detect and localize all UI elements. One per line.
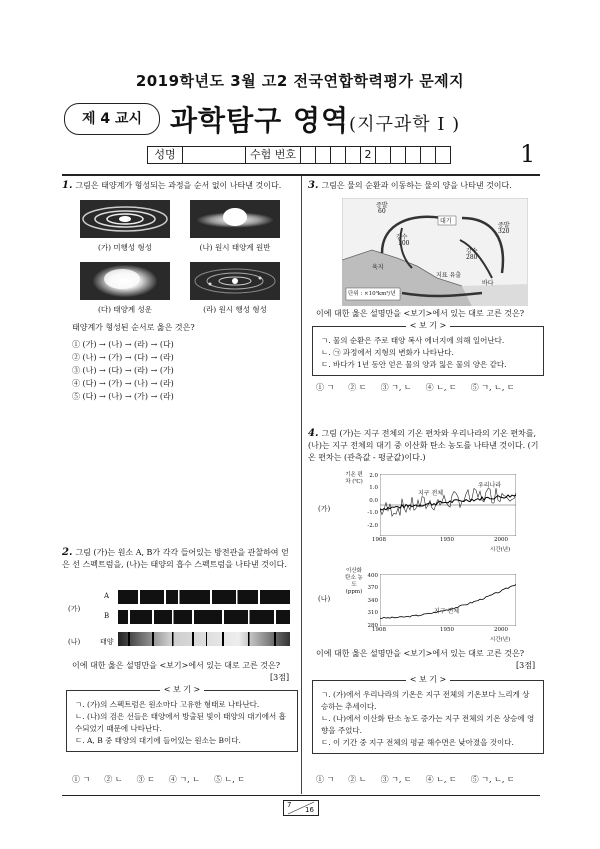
choice-4[interactable]: ④ ㄴ, ㄷ (425, 383, 457, 392)
label-atmosphere: 대기 (440, 218, 452, 225)
choice-5[interactable]: ⑤ ㄱ, ㄴ, ㄷ (470, 383, 515, 392)
box-title: < 보 기 > (160, 685, 205, 694)
question-4-stem: 그림 (가)는 지구 전체의 기온 편차와 우리나라의 기온 편차를, (나)는 지구 전체의 대기 중 이산화 탄소 농도를 나타낸 것이다. (기온 편차는 (관측값 - 평균값)이다.) (308, 429, 539, 462)
box-item-3: ㄷ. A, B 중 태양의 대기에 들어있는 원소는 B이다. (75, 736, 241, 745)
exam-no-cell[interactable] (345, 146, 361, 164)
box-title: < 보 기 > (406, 321, 451, 330)
choice-1[interactable]: ① ㄱ (72, 775, 91, 784)
value-rain1: 100 (398, 240, 410, 247)
choice-5[interactable]: ⑤ ㄴ, ㄷ (213, 775, 246, 784)
name-field[interactable] (182, 146, 246, 164)
question-3-text (308, 180, 540, 192)
exam-no-cell[interactable] (435, 146, 451, 164)
spectra-figure (118, 588, 290, 648)
chart1-ylabel: 기온 편차 (℃) (345, 472, 363, 485)
choice-1[interactable]: ① ㄱ (316, 383, 335, 392)
exam-no-cell: 2 (360, 146, 376, 164)
label-evap2: 증발 (498, 222, 510, 229)
question-4-choices (316, 774, 515, 785)
series-global (380, 495, 516, 510)
box-item-2: ㄴ. (나)에서 이산화 탄소 농도 증가는 지구 전체의 기온 상승에 영향을 주었다. (321, 714, 535, 735)
question-2-points: [3점] (270, 673, 290, 682)
series-label-global: 지구 전체 (418, 490, 444, 497)
value-evap1: 60 (378, 208, 386, 215)
chart1-yticks (364, 470, 378, 532)
label-sea: 바다 (482, 280, 494, 287)
question-4-points: [3점] (516, 661, 536, 670)
chart2-ylabel: 이산화 탄소 농도 (ppm) (345, 568, 363, 595)
planetesimal-image (80, 200, 170, 238)
series-label-co2: 지구 전체 (434, 608, 460, 615)
question-2-number: 2. (62, 547, 73, 558)
exam-no-cell[interactable] (300, 146, 316, 164)
question-2-stem: 그림 (가)는 원소 A, B가 각각 들어있는 방전관을 관찰하여 얻은 선 스펙트럼을, (나)는 태양의 흡수 스펙트럼을 나타낸 것이다. (62, 548, 289, 569)
exam-no-cell[interactable] (420, 146, 436, 164)
box-item-3: ㄷ. 이 기간 중 지구 전체의 평균 해수면은 낮아졌을 것이다. (321, 738, 514, 747)
question-2-prompt: 이에 대한 옳은 설명만을 <보기>에서 있는 대로 고른 것은? (72, 661, 281, 670)
protoplanetary-disk-image (190, 200, 280, 238)
value-evap2: 320 (498, 228, 510, 235)
label-ga: (가) (318, 505, 331, 513)
caption-ra: (라) 원시 행성 형성 (203, 305, 267, 314)
name-label: 성명 (147, 146, 183, 164)
choice-3[interactable]: ③ ㄱ, ㄷ (380, 775, 412, 784)
exam-no-cell[interactable] (315, 146, 331, 164)
label-ga: (가) (68, 605, 81, 613)
label-runoff: 지표 유출 (436, 272, 462, 279)
ytick: -1.0 (367, 510, 378, 517)
option-5[interactable]: ⑤ (다) → (나) → (가) → (라) (72, 392, 174, 401)
ytick: 280 (367, 622, 378, 629)
question-2-box (66, 685, 298, 752)
question-1-number: 1. (62, 180, 73, 191)
question-1-stem: 그림은 태양계가 형성되는 과정을 순서 없이 나타낸 것이다. (75, 181, 282, 190)
box-item-1: ㄱ. (가)에서 우리나라의 기온은 지구 전체의 기온보다 느리게 상승하는 추세이다. (321, 690, 530, 711)
ytick: -2.0 (367, 522, 378, 529)
option-3[interactable]: ③ (나) → (다) → (라) → (가) (72, 366, 174, 375)
column-divider (301, 176, 302, 794)
xtick: 1950 (440, 537, 454, 543)
ytick: 1.0 (369, 485, 378, 492)
student-id-row (148, 146, 451, 164)
question-2-text (62, 547, 296, 571)
chart2-yticks (364, 570, 378, 632)
choice-5[interactable]: ⑤ ㄱ, ㄴ, ㄷ (470, 775, 515, 784)
choice-2[interactable]: ② ㄴ (348, 775, 367, 784)
choice-3[interactable]: ③ ㄱ, ㄴ (380, 383, 412, 392)
chart2-xlabel: 시간(년) (490, 637, 511, 643)
question-3-box (312, 321, 544, 376)
ytick: 2.0 (369, 473, 378, 479)
xtick: 1908 (372, 627, 386, 633)
footer-rule (62, 795, 540, 796)
xtick: 2000 (494, 627, 508, 633)
label-na: (나) (68, 638, 81, 646)
exam-no-label: 수험 번호 (245, 146, 301, 164)
series-label-korea: 우리나라 (478, 482, 502, 489)
question-4-prompt: 이에 대한 옳은 설명만을 <보기>에서 있는 대로 고른 것은? (316, 649, 525, 658)
label-rain2: 강수 (466, 248, 478, 255)
ytick: 340 (367, 597, 378, 604)
unit-label: 단위 : ×10³km³/년 (348, 291, 396, 297)
choice-2[interactable]: ② ㄴ (104, 775, 123, 784)
question-2-choices (72, 774, 245, 785)
caption-da: (다) 태양계 성운 (97, 305, 153, 314)
page-number-large: 1 (520, 140, 536, 168)
exam-title: 2019학년도 3월 고2 전국연합학력평가 문제지 (135, 72, 465, 90)
exam-no-cell[interactable] (390, 146, 406, 164)
xtick: 2000 (494, 537, 508, 543)
label-evap1: 증발 (376, 202, 388, 209)
choice-4[interactable]: ④ ㄴ, ㄷ (425, 775, 457, 784)
solar-nebula-image (80, 262, 170, 300)
choice-1[interactable]: ① ㄱ (316, 775, 335, 784)
question-3-prompt: 이에 대한 옳은 설명만을 <보기>에서 있는 대로 고른 것은? (316, 309, 525, 318)
subject-sub: (지구과학 I ) (349, 114, 461, 135)
question-3-number: 3. (308, 180, 319, 191)
question-1-text (62, 180, 294, 192)
exam-no-cell[interactable] (330, 146, 346, 164)
box-item-3: ㄷ. 바다가 1년 동안 얻은 물의 양과 잃은 물의 양은 같다. (321, 360, 507, 369)
question-4-number: 4. (308, 428, 319, 439)
ytick: 310 (367, 610, 378, 617)
protoplanet-image (190, 262, 280, 300)
exam-no-cell[interactable] (405, 146, 421, 164)
row-label-a: A (104, 592, 110, 600)
xtick: 1908 (372, 537, 386, 543)
label-rain1: 강수 (396, 234, 408, 241)
box-item-1: ㄱ. 물의 순환은 주로 태양 복사 에너지에 의해 일어난다. (321, 336, 505, 345)
ytick: 370 (367, 585, 378, 592)
ytick: 0.0 (369, 497, 378, 504)
label-land: 육지 (372, 264, 384, 271)
period-badge: 제 4 교시 (64, 103, 160, 135)
option-4[interactable]: ④ (다) → (가) → (나) → (라) (72, 379, 174, 388)
xtick: 1950 (440, 627, 454, 633)
page-indicator (283, 800, 319, 816)
ytick: 400 (367, 573, 378, 579)
question-3-choices (316, 382, 515, 393)
box-item-1: ㄱ. (가)의 스펙트럼은 원소마다 고유한 형태로 나타난다. (75, 700, 260, 709)
page-total: 16 (305, 806, 314, 814)
question-4-box (312, 675, 544, 754)
label-na: (나) (318, 595, 331, 603)
box-item-2: ㄴ. (나)의 검은 선들은 태양에서 방출된 빛이 태양의 대기에서 흡수되었기 때문에 나타난다. (75, 712, 286, 733)
row-label-sun: 태양 (100, 638, 114, 646)
choice-2[interactable]: ② ㄷ (348, 383, 367, 392)
row-label-b: B (104, 612, 110, 620)
option-1[interactable]: ① (가) → (나) → (라) → (다) (72, 340, 174, 349)
chart1-xlabel: 시간(년) (490, 547, 511, 553)
subject-title (170, 99, 460, 139)
caption-ga: (가) 미행성 형성 (97, 243, 153, 252)
question-1-options (72, 338, 292, 403)
question-4-text (308, 428, 542, 464)
subject-main: 과학탐구 영역 (170, 104, 350, 137)
value-rain2: 280 (466, 254, 478, 261)
question-1-prompt: 태양계가 형성된 순서로 옳은 것은? (72, 323, 195, 332)
page-current: 7 (287, 801, 292, 809)
question-3-stem: 그림은 물의 순환과 이동하는 물의 양을 나타낸 것이다. (321, 181, 512, 190)
caption-na: (나) 원시 태양계 원반 (199, 243, 271, 252)
choice-4[interactable]: ④ ㄱ, ㄴ (168, 775, 200, 784)
box-title: < 보 기 > (406, 675, 451, 684)
exam-no-cell[interactable] (375, 146, 391, 164)
choice-3[interactable]: ③ ㄷ (136, 775, 155, 784)
box-item-2: ㄴ. ㉠ 과정에서 지형의 변화가 나타난다. (321, 348, 454, 357)
option-2[interactable]: ② (나) → (가) → (다) → (라) (72, 353, 174, 362)
co2-concentration-chart (380, 574, 516, 626)
